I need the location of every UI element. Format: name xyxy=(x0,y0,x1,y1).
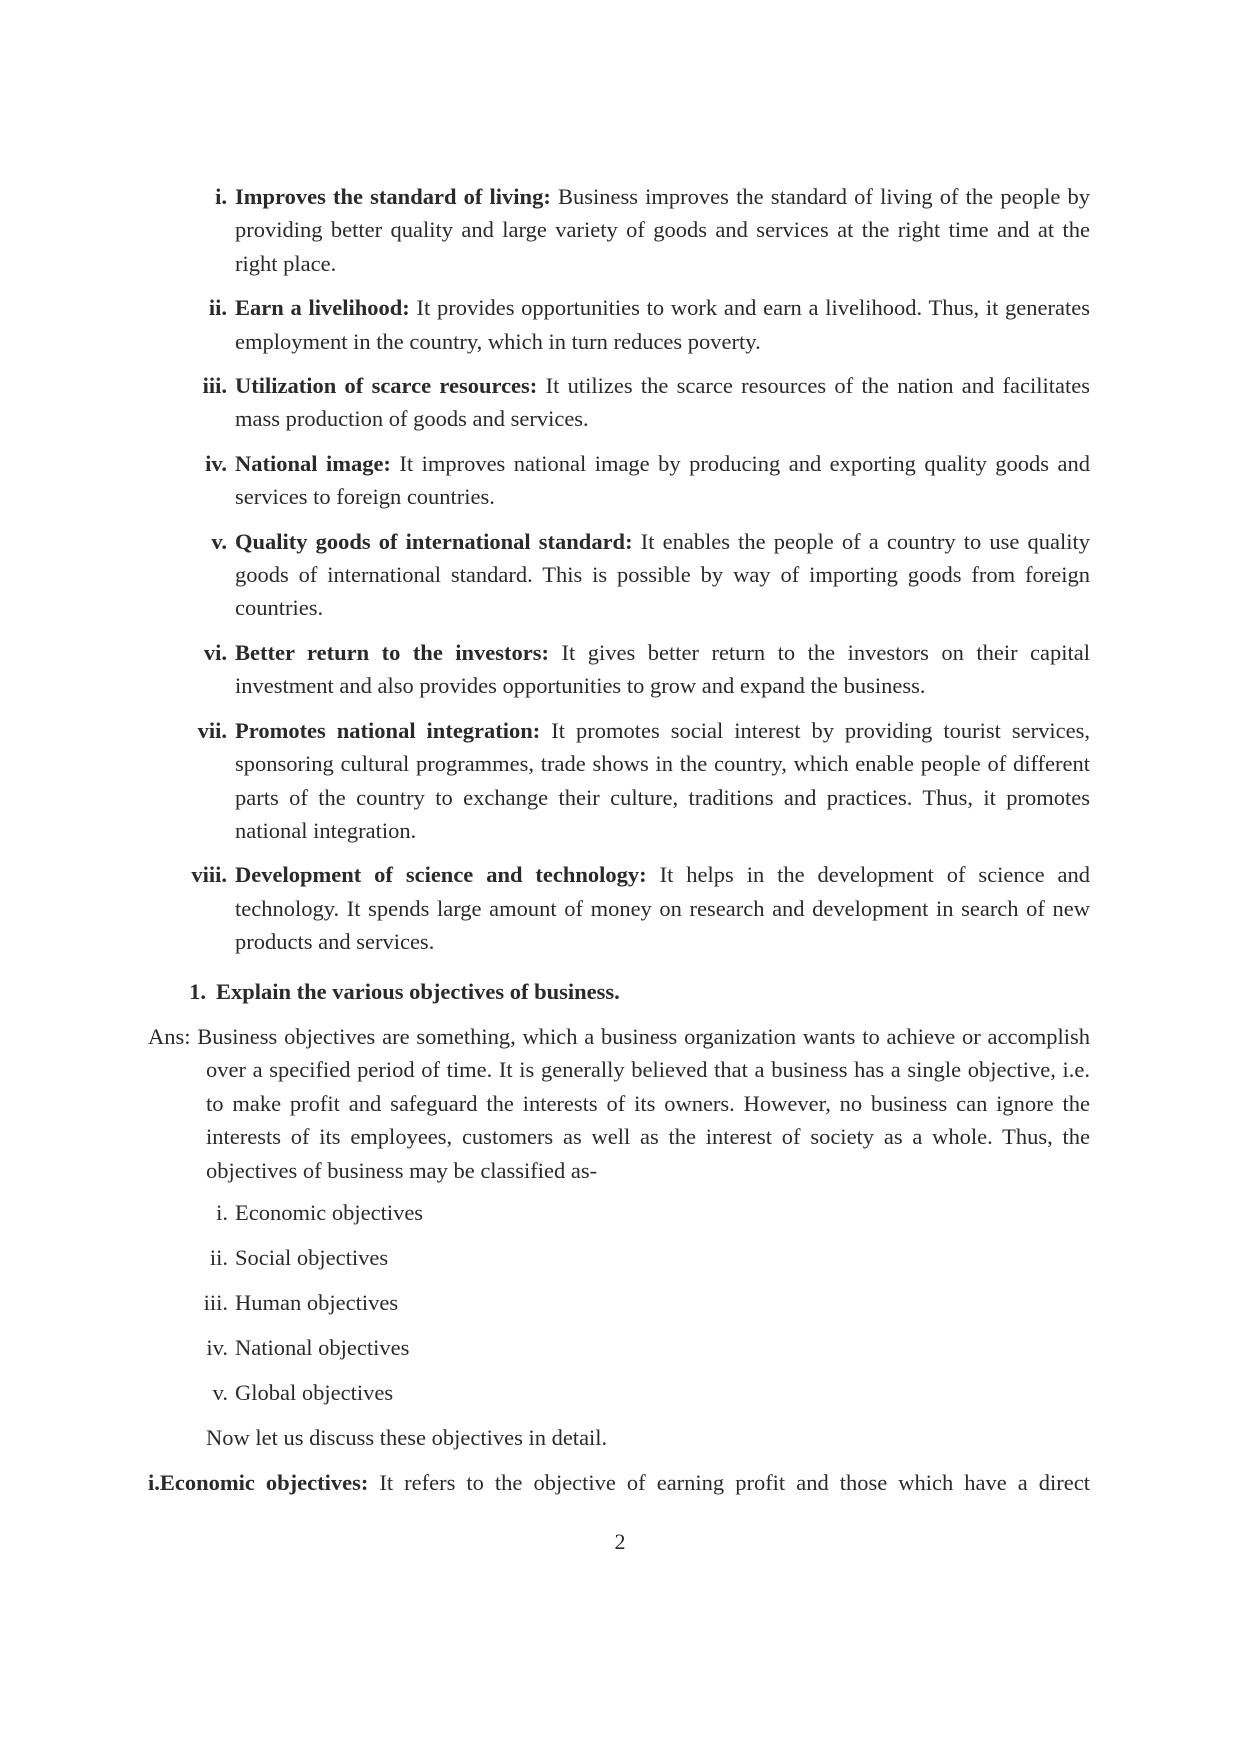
answer-prefix: Ans: xyxy=(148,1024,198,1049)
item-number: ii. xyxy=(208,295,227,321)
closing-sentence: Now let us discuss these objectives in detail. xyxy=(206,1425,608,1450)
item-number: viii. xyxy=(191,862,227,888)
answer-text: Business objectives are something, which a business organization wants to achieve or accomplish over a specified period of time. It is generally believed that a business has a single objective, i.e. to make profit and safeguard the interests of its owners. However, no business can ignore the interests of its employees, customers as well as the interest of society as a whole. Thus, the objectives of business may be classified as- xyxy=(197,1024,1090,1183)
list-item xyxy=(200,1331,900,1365)
item-number: vii. xyxy=(197,717,227,743)
list-item xyxy=(200,1196,900,1230)
list-item xyxy=(150,714,1090,848)
list-item xyxy=(150,180,1090,280)
objective-label: Human objectives xyxy=(235,1290,399,1315)
question-text: Explain the various objectives of business. xyxy=(216,979,620,1004)
economic-heading: i.Economic objectives: xyxy=(148,1470,369,1495)
list-item xyxy=(200,1286,900,1320)
item-heading: National image: xyxy=(235,450,391,476)
objective-label: Global objectives xyxy=(235,1380,394,1405)
objective-label: Economic objectives xyxy=(235,1200,424,1225)
item-text: It provides opportunities to work and earn a livelihood. Thus, it generates employment in the country, which in turn reduces poverty. xyxy=(235,295,1090,354)
objective-number: iii. xyxy=(203,1290,228,1315)
item-text: It promotes social interest by providing tourist services, sponsoring cultural programmes, trade shows in the country, which enable people of different parts of the country to exchange their culture, traditions and practices. Thus, it promotes national integration. xyxy=(235,717,1090,843)
objective-label: Social objectives xyxy=(235,1245,389,1270)
item-text: Business improves the standard of living of the people by providing better quality and large variety of goods and services at the right time and at the right place. xyxy=(235,184,1090,276)
item-text: It enables the people of a country to use quality goods of international standard. This is possible by way of importing goods from foreign countries. xyxy=(235,528,1091,621)
item-heading: Quality goods of international standard: xyxy=(235,528,633,554)
benefits-list xyxy=(150,180,1090,970)
objective-number: i. xyxy=(216,1200,228,1225)
item-heading: Improves the standard of living: xyxy=(235,184,551,209)
answer-block xyxy=(148,1020,1090,1187)
list-item xyxy=(200,1241,900,1275)
item-number: iii. xyxy=(202,373,227,399)
item-text: It helps in the development of science and technology. It spends large amount of money on research and development in search of new products and services. xyxy=(235,862,1090,955)
list-item xyxy=(150,525,1090,625)
answer-paragraph xyxy=(148,1020,1090,1187)
item-text: It improves national image by producing and exporting quality goods and services to foreign countries. xyxy=(235,450,1090,510)
list-item xyxy=(150,447,1090,514)
list-item xyxy=(200,1376,900,1410)
page-number: 2 xyxy=(614,1529,626,1554)
list-item xyxy=(150,858,1090,958)
item-heading: Earn a livelihood: xyxy=(235,295,410,321)
list-item xyxy=(150,636,1090,703)
item-text: It gives better return to the investors on their capital investment and also provides opportunities to grow and expand the business. xyxy=(235,639,1091,699)
question-heading xyxy=(150,975,1090,1008)
question-number: 1. xyxy=(189,979,206,1004)
objective-number: iv. xyxy=(206,1335,228,1360)
objectives-list xyxy=(200,1196,900,1421)
item-text: It utilizes the scarce resources of the nation and facilitates mass production of goods and services. xyxy=(235,373,1090,432)
economic-objectives-paragraph xyxy=(148,1466,1090,1499)
objective-label: National objectives xyxy=(235,1335,410,1360)
list-item xyxy=(150,369,1090,436)
item-number: iv. xyxy=(205,450,227,476)
objective-number: v. xyxy=(212,1380,228,1405)
item-heading: Development of science and technology: xyxy=(235,862,647,888)
item-heading: Promotes national integration: xyxy=(235,717,541,743)
item-number: v. xyxy=(211,528,227,554)
item-heading: Better return to the investors: xyxy=(235,639,550,665)
objective-number: ii. xyxy=(209,1245,228,1270)
economic-text: It refers to the objective of earning profit and those which have a direct xyxy=(368,1470,1090,1495)
item-heading: Utilization of scarce resources: xyxy=(235,373,538,399)
list-item xyxy=(150,291,1090,358)
item-number: i. xyxy=(215,184,227,209)
item-number: vi. xyxy=(203,639,227,665)
